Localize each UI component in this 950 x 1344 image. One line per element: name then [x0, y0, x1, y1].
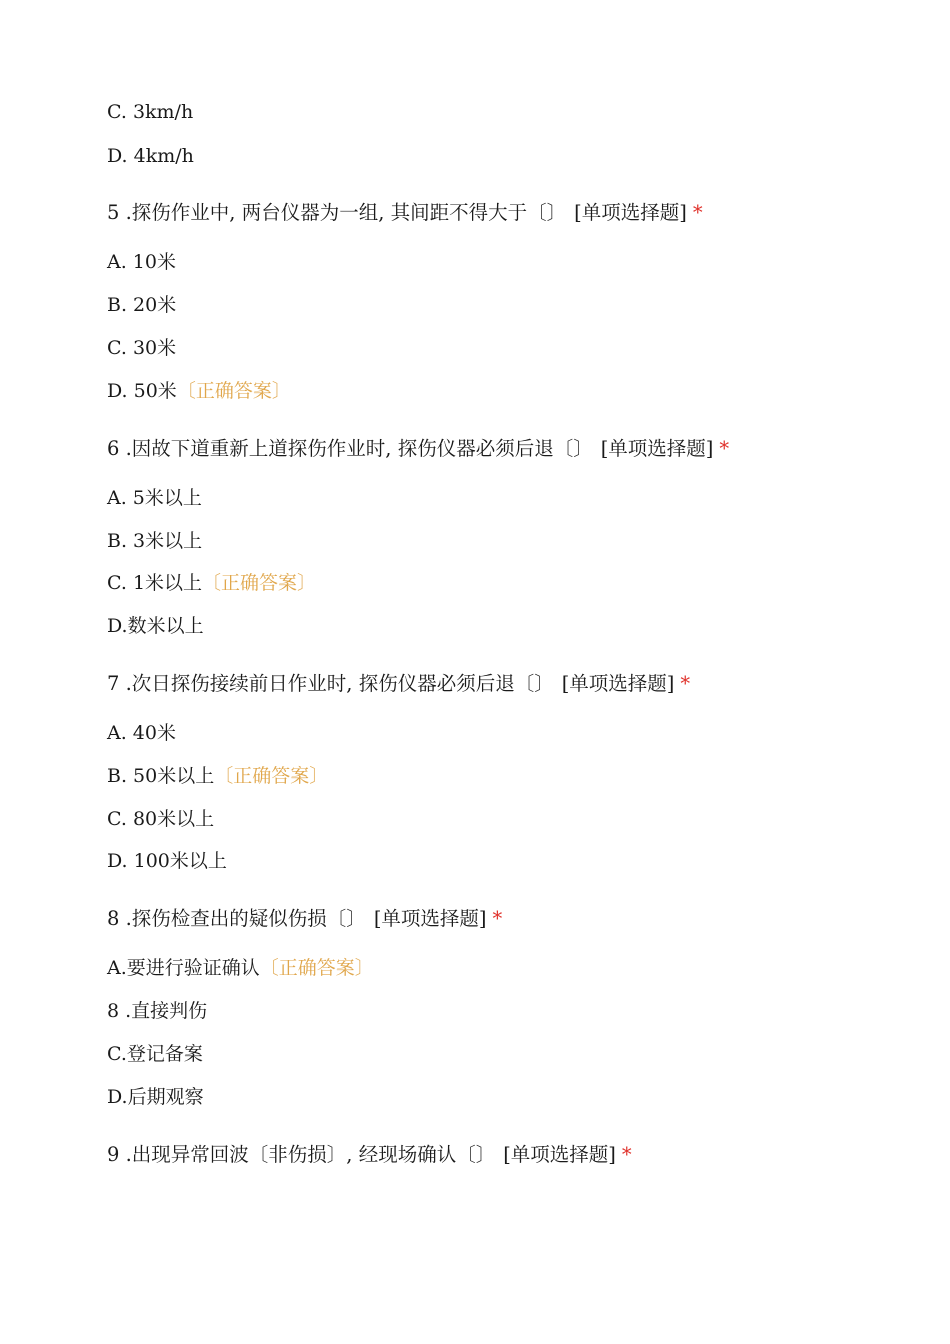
- correct-answer-label: 〔正确答案〕: [202, 572, 317, 594]
- option-text: B. 20米: [107, 294, 177, 316]
- option-text: C. 80米以上: [107, 808, 215, 830]
- question-text: 6 .因故下道重新上道探伤作业时, 探伤仪器必须后退〔〕: [107, 437, 593, 460]
- q5-option-a[interactable]: [107, 250, 176, 274]
- q6-option-b[interactable]: [107, 529, 202, 553]
- q8-option-d[interactable]: [107, 1085, 204, 1109]
- option-text: D. 50米: [107, 380, 177, 402]
- q5-option-c[interactable]: [107, 336, 176, 360]
- question-type-tag: [单项选择题]: [503, 1143, 616, 1166]
- correct-answer-label: 〔正确答案〕: [176, 380, 291, 402]
- question-text: 8 .探伤检查出的疑似伤损〔〕: [107, 907, 366, 930]
- question-7-title: [107, 672, 690, 696]
- option-text: C. 3km/h: [107, 101, 194, 123]
- required-mark: *: [680, 672, 691, 695]
- q8-option-c[interactable]: [107, 1042, 203, 1066]
- option-text: A.要进行验证确认: [107, 957, 260, 979]
- q7-option-b[interactable]: [107, 764, 328, 788]
- correct-answer-label: 〔正确答案〕: [259, 957, 374, 979]
- option-text: 8 .直接判伤: [107, 1000, 208, 1022]
- option-text: C. 1米以上: [107, 572, 203, 594]
- option-text: D. 4km/h: [107, 145, 194, 167]
- question-text: 7 .次日探伤接续前日作业时, 探伤仪器必须后退〔〕: [107, 672, 554, 695]
- q6-option-d[interactable]: [107, 614, 204, 638]
- q7-option-d[interactable]: [107, 849, 227, 873]
- q4-option-d[interactable]: [107, 144, 194, 168]
- q8-option-b[interactable]: [107, 999, 207, 1023]
- required-mark: *: [621, 1143, 632, 1166]
- q8-option-a[interactable]: [107, 956, 374, 980]
- q4-option-c[interactable]: [107, 100, 193, 124]
- question-8-title: [107, 907, 502, 931]
- question-type-tag: [单项选择题]: [373, 907, 487, 930]
- required-mark: *: [692, 201, 703, 224]
- required-mark: *: [719, 437, 730, 460]
- question-9-title: [107, 1143, 632, 1167]
- q5-option-d[interactable]: [107, 379, 291, 403]
- option-text: A. 40米: [107, 722, 176, 744]
- q5-option-b[interactable]: [107, 293, 176, 317]
- option-text: C.登记备案: [107, 1043, 203, 1065]
- q7-option-c[interactable]: [107, 807, 214, 831]
- required-mark: *: [492, 907, 503, 930]
- option-text: C. 30米: [107, 337, 177, 359]
- option-text: D.数米以上: [107, 615, 204, 637]
- option-text: A. 5米以上: [107, 487, 202, 509]
- question-text: 5 .探伤作业中, 两台仪器为一组, 其间距不得大于〔〕: [107, 201, 567, 224]
- question-6-title: [107, 437, 729, 461]
- option-text: B. 3米以上: [107, 530, 203, 552]
- question-5-title: [107, 201, 703, 225]
- option-text: D.后期观察: [107, 1086, 204, 1108]
- question-text: 9 .出现异常回波〔非伤损〕, 经现场确认〔〕: [107, 1143, 496, 1166]
- q6-option-c[interactable]: [107, 571, 316, 595]
- q7-option-a[interactable]: [107, 721, 176, 745]
- option-text: D. 100米以上: [107, 850, 227, 872]
- question-type-tag: [单项选择题]: [600, 437, 714, 460]
- correct-answer-label: 〔正确答案〕: [214, 765, 329, 787]
- option-text: B. 50米以上: [107, 765, 215, 787]
- question-type-tag: [单项选择题]: [561, 672, 675, 695]
- q6-option-a[interactable]: [107, 486, 202, 510]
- option-text: A. 10米: [107, 251, 176, 273]
- question-type-tag: [单项选择题]: [574, 201, 687, 224]
